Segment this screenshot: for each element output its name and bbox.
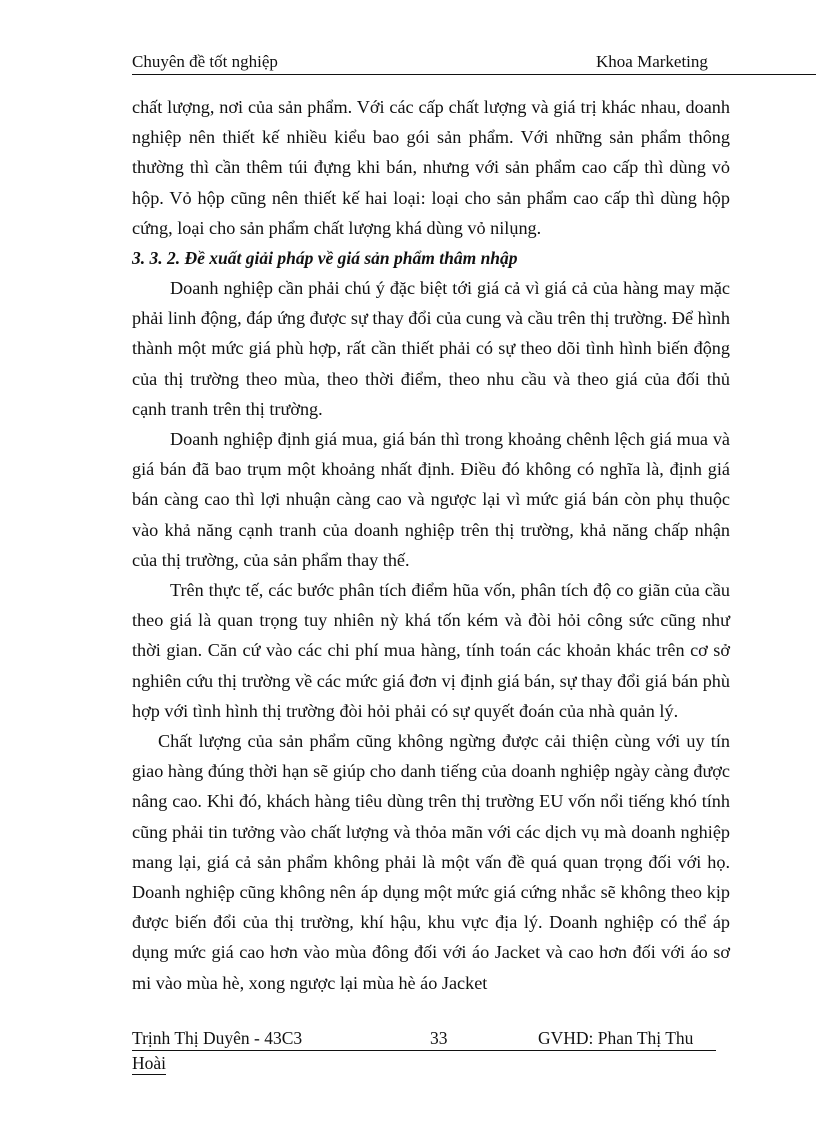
header-title: Chuyên đề tốt nghiệp xyxy=(132,52,278,71)
paragraph-price-flexibility: Doanh nghiệp cần phải chú ý đặc biệt tới giá cả vì giá cả của hàng may mặc phải linh động, đáp ứng được sự thay đổi của cung và cầu trên thị trường. Để hình thành một mức giá phù hợp, rất cần thiết phải có sự theo dõi tình hình biến động của thị trường theo mùa, theo thời điểm, theo nhu cầu và theo giá của đối thủ cạnh tranh trên thị trường. xyxy=(132,278,730,419)
document-body xyxy=(132,92,730,998)
footer-author: Trịnh Thị Duyên - 43C3 xyxy=(132,1028,303,1048)
paragraph-price-margin: Doanh nghiệp định giá mua, giá bán thì trong khoảng chênh lệch giá mua và giá bán đã bao trụm một khoảng nhất định. Điều đó không có nghĩa là, định giá bán càng cao thì lợi nhuận càng cao và ngược lại vì mức giá bán còn phụ thuộc vào khả năng cạnh tranh của doanh nghiệp trên thị trường, khả năng chấp nhận của thị trường, của sản phẩm thay thế. xyxy=(132,429,730,570)
page-number: 33 xyxy=(430,1028,448,1048)
page-header xyxy=(132,52,816,75)
section-heading: 3. 3. 2. Đề xuất giải pháp về giá sản phẩm thâm nhập xyxy=(132,248,518,269)
footer-supervisor-continued: Hoài xyxy=(132,1053,167,1073)
paragraph-quality-pricing: Chất lượng của sản phẩm cũng không ngừng được cải thiện cùng với uy tín giao hàng đúng thời hạn sẽ giúp cho danh tiếng của doanh nghiệp ngày càng được nâng cao. Khi đó, khách hàng tiêu dùng trên thị trường EU vốn nổi tiếng khó tính cũng phải tin tưởng vào chất lượng và thỏa mãn với các dịch vụ mà doanh nghiệp mang lại, giá cả sản phẩm không phải là một vấn đề quá quan trọng đối với họ. Doanh nghiệp cũng không nên áp dụng một mức giá cứng nhắc sẽ không theo kịp được biến đổi của thị trường, khí hậu, khu vực địa lý. Doanh nghiệp có thể áp dụng mức giá cao hơn vào mùa đông đối với áo Jacket và cao hơn đối với áo sơ mi vào mùa hè, xong ngược lại mùa hè áo Jacket xyxy=(132,731,730,993)
header-department: Khoa Marketing xyxy=(596,52,708,71)
paragraph-break-even: Trên thực tế, các bước phân tích điểm hũa vốn, phân tích độ co giãn của cầu theo giá là quan trọng tuy nhiên nỳ khá tốn kém và đòi hỏi công sức cũng như thời gian. Căn cứ vào các chi phí mua hàng, tính toán các khoản khác trên cơ sở nghiên cứu thị trường về các mức giá đơn vị định giá bán, sự thay đổi giá bán phù hợp với tình hình thị trường đòi hỏi phải có sự quyết đoán của nhà quản lý. xyxy=(132,580,730,721)
paragraph-packaging: chất lượng, nơi của sản phẩm. Với các cấp chất lượng và giá trị khác nhau, doanh nghiệp nên thiết kế nhiều kiểu bao gói sản phẩm. Với những sản phẩm thông thường thì cần thêm túi đựng khi bán, nhưng với sản phẩm cao cấp thì dùng vỏ hộp. Vỏ hộp cũng nên thiết kế hai loại: loại cho sản phẩm cao cấp thì dùng hộp cứng, loại cho sản phẩm chất lượng khá dùng vỏ nilụng. xyxy=(132,97,730,238)
page-footer xyxy=(132,1028,716,1075)
footer-supervisor: GVHD: Phan Thị Thu xyxy=(538,1028,694,1048)
